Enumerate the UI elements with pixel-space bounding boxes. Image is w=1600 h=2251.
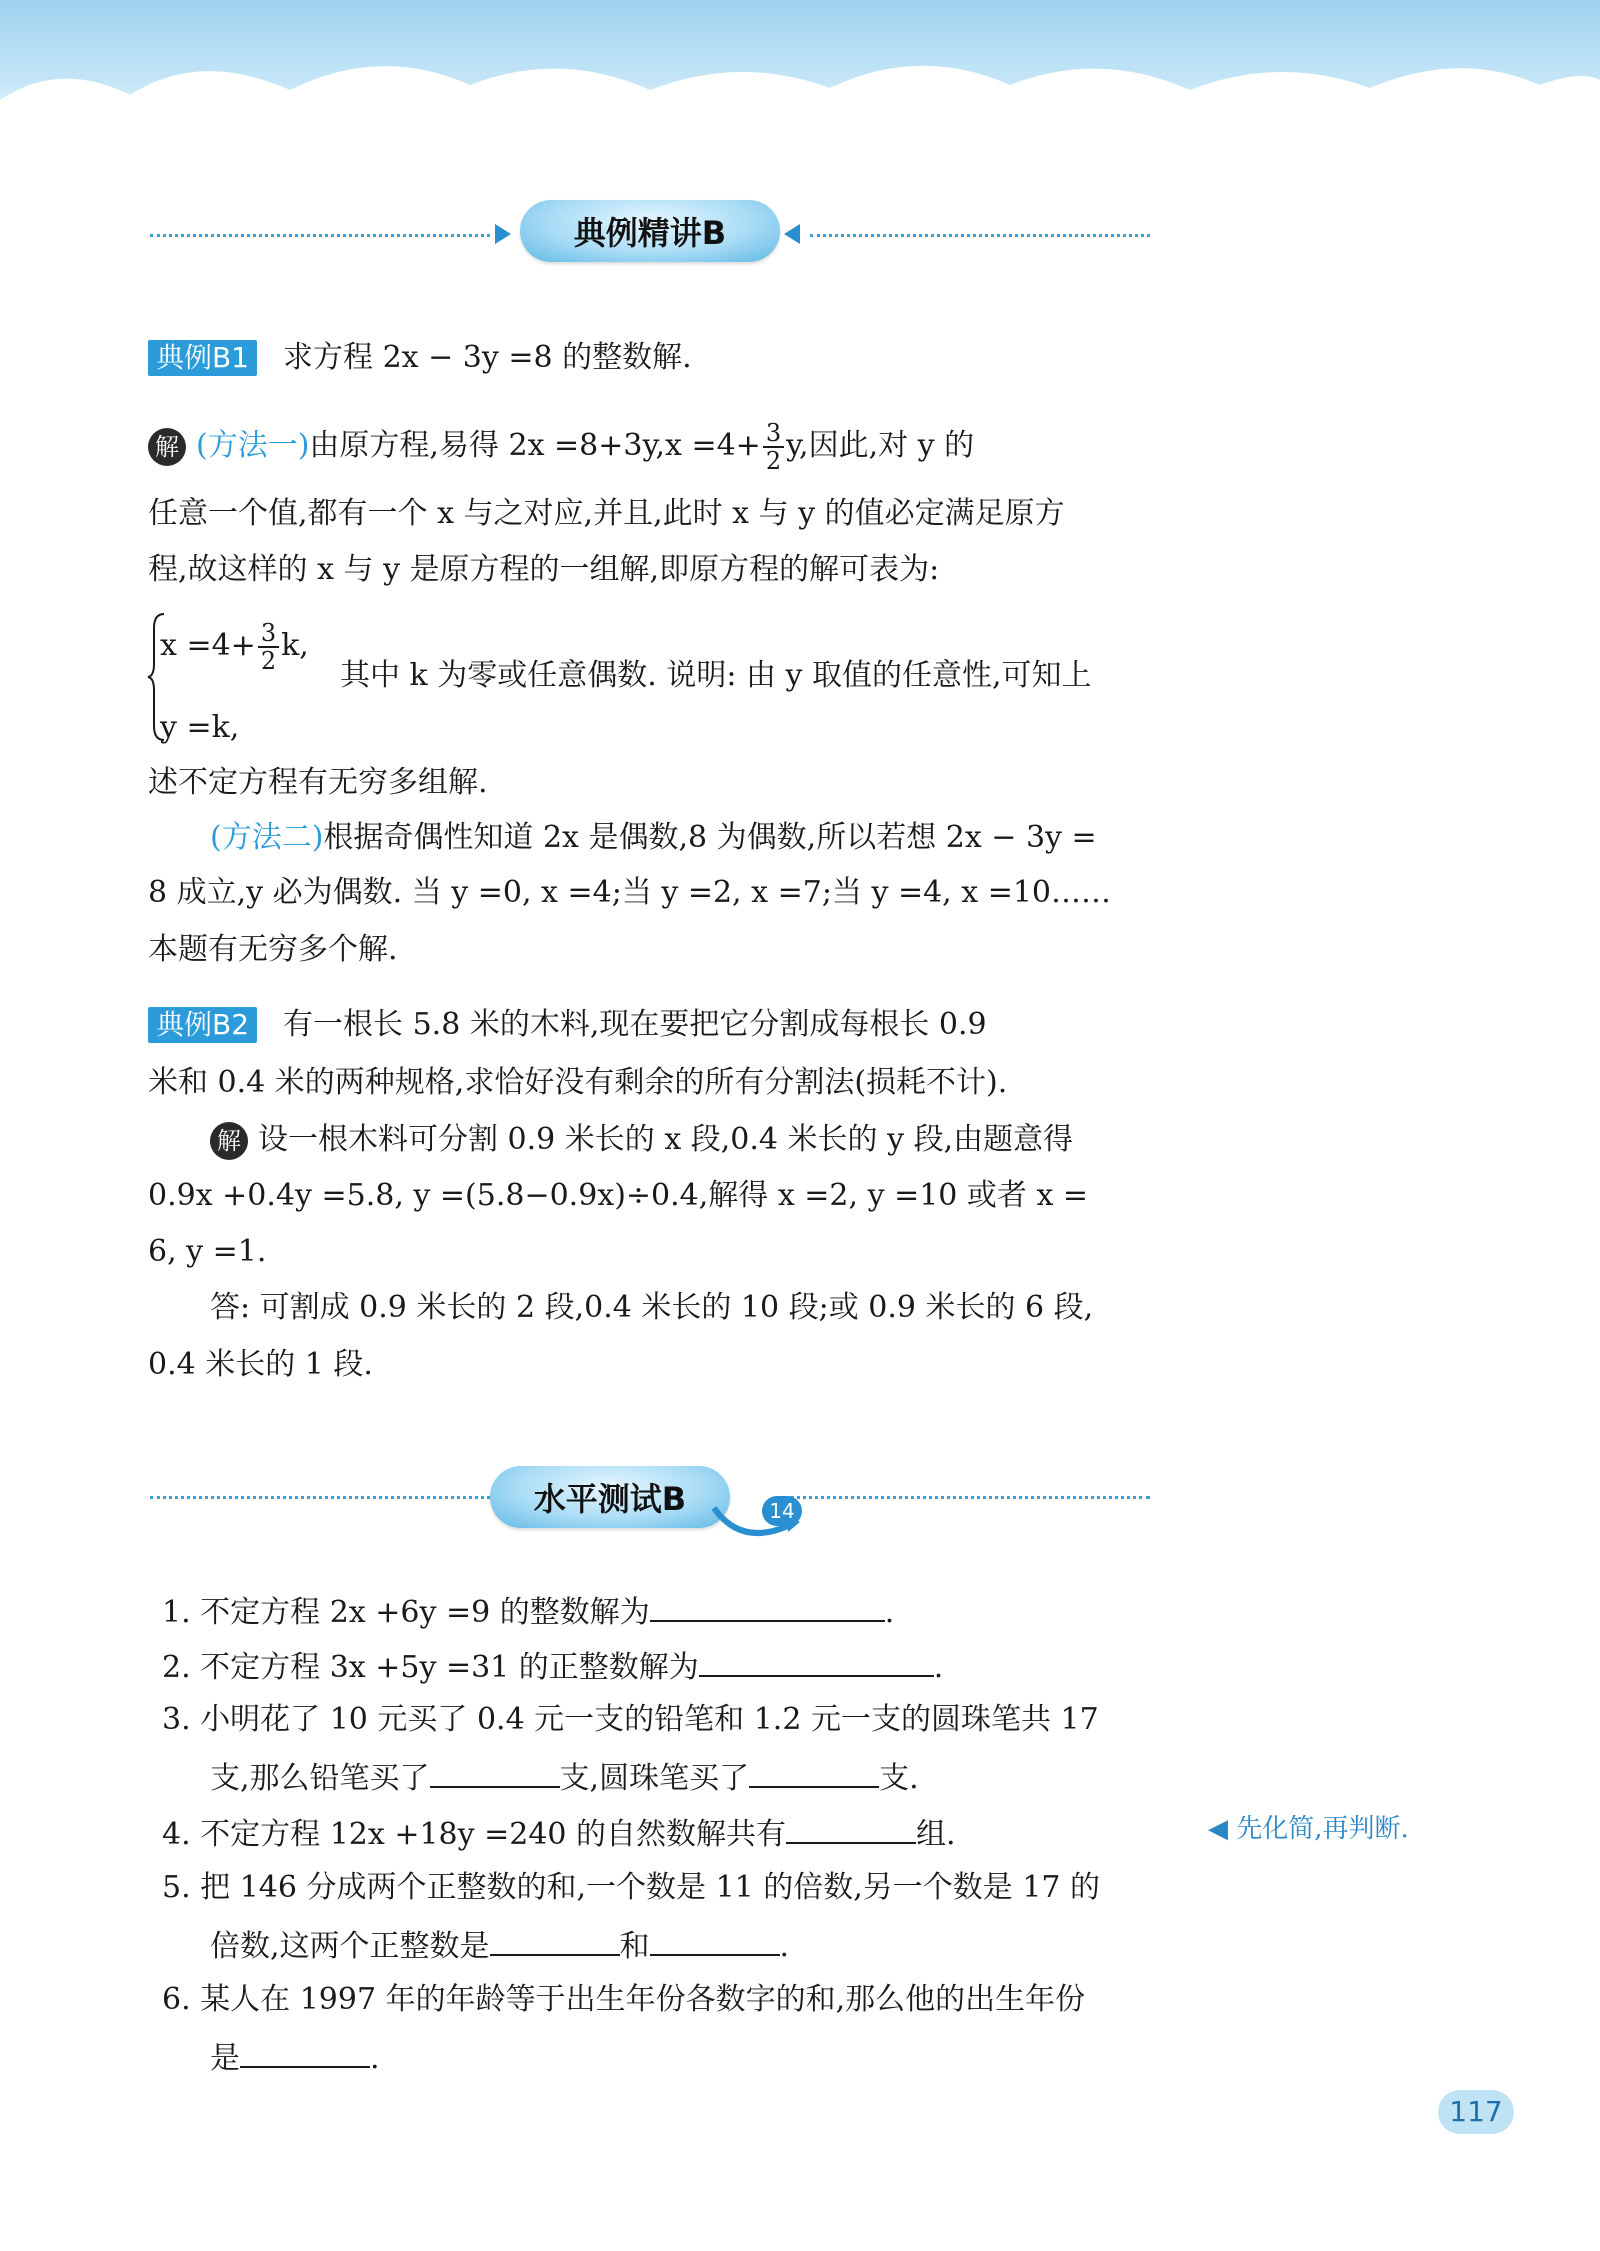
text-line: 0.4 米长的 1 段. bbox=[148, 1347, 373, 1382]
solution-line: 解 (方法一)由原方程,易得 2x =8+3y,x =4+ $\frac{3}{2}$ y,因此,对 y 的 bbox=[148, 420, 974, 474]
method-two-line: (方法二)根据奇偶性知道 2x 是偶数,8 为偶数,所以若想 2x − 3y = bbox=[210, 820, 1097, 855]
test-question-5: 5. 把 146 分成两个正整数的和,一个数是 11 的倍数,另一个数是 17 的 bbox=[162, 1870, 1101, 1905]
answer-blank[interactable] bbox=[240, 2036, 370, 2068]
text-line: 程,故这样的 x 与 y 是原方程的一组解,即原方程的解可表为: bbox=[148, 552, 940, 587]
cloud-decoration bbox=[0, 40, 1600, 160]
test-question-6-continued: 是 . bbox=[210, 2036, 380, 2079]
test-question-3-continued: 支,那么铅笔买了 支,圆珠笔买了 支. bbox=[210, 1756, 919, 1799]
example-b2-question: 典例B2 有一根长 5.8 米的木料,现在要把它分割成每根长 0.9 bbox=[148, 1005, 987, 1045]
example-tag: 典例B2 bbox=[148, 1007, 257, 1043]
solution-icon: 解 bbox=[148, 428, 186, 466]
text-line: 8 成立,y 必为偶数. 当 y =0, x =4;当 y =2, x =7;当 y =4, x =10…… bbox=[148, 875, 1112, 910]
answer-blank[interactable] bbox=[786, 1812, 916, 1844]
answer-blank[interactable] bbox=[650, 1924, 780, 1956]
system-equation-2: y =k, bbox=[160, 710, 240, 745]
test-question-5-continued: 倍数,这两个正整数是 和 . bbox=[210, 1924, 789, 1967]
side-hint: ◀ 先化简,再判断. bbox=[1208, 1814, 1409, 1844]
section-header-test bbox=[150, 1460, 1150, 1530]
fraction: $\frac{3}{2}$ bbox=[763, 420, 784, 474]
answer-blank[interactable] bbox=[650, 1590, 885, 1622]
section-title: 水平测试B bbox=[490, 1466, 730, 1528]
test-question-1: 1. 不定方程 2x +6y =9 的整数解为 . bbox=[162, 1590, 894, 1633]
answer-blank[interactable] bbox=[430, 1756, 560, 1788]
test-question-6: 6. 某人在 1997 年的年龄等于出生年份各数字的和,那么他的出生年份 bbox=[162, 1982, 1086, 2017]
page-number: 117 bbox=[1438, 2090, 1514, 2134]
text-line: 米和 0.4 米的两种规格,求恰好没有剩余的所有分割法(损耗不计). bbox=[148, 1065, 1008, 1100]
text-line: 0.9x +0.4y =5.8, y =(5.8−0.9x)÷0.4,解得 x =2, y =10 或者 x = bbox=[148, 1178, 1089, 1213]
test-question-2: 2. 不定方程 3x +5y =31 的正整数解为 . bbox=[162, 1645, 943, 1688]
answer-line: 答: 可割成 0.9 米长的 2 段,0.4 米长的 10 段;或 0.9 米长的 6 段, bbox=[210, 1290, 1094, 1325]
question-count-badge: 14 bbox=[762, 1496, 802, 1526]
text-line: 6, y =1. bbox=[148, 1234, 267, 1269]
solution-icon: 解 bbox=[210, 1122, 248, 1160]
system-comment: 其中 k 为零或任意偶数. 说明: 由 y 取值的任意性,可知上 bbox=[340, 658, 1092, 693]
solution-line: 解 设一根木料可分割 0.9 米长的 x 段,0.4 米长的 y 段,由题意得 bbox=[210, 1120, 1073, 1160]
section-title: 典例精讲B bbox=[520, 200, 780, 262]
example-b1-question: 典例B1 求方程 2x − 3y =8 的整数解. bbox=[148, 338, 692, 378]
test-question-4: 4. 不定方程 12x +18y =240 的自然数解共有 组. bbox=[162, 1812, 956, 1855]
fraction: $\frac{3}{2}$ bbox=[258, 620, 279, 674]
answer-blank[interactable] bbox=[699, 1645, 934, 1677]
answer-blank[interactable] bbox=[490, 1924, 620, 1956]
test-question-3: 3. 小明花了 10 元买了 0.4 元一支的铅笔和 1.2 元一支的圆珠笔共 17 bbox=[162, 1702, 1099, 1737]
text-line: 任意一个值,都有一个 x 与之对应,并且,此时 x 与 y 的值必定满足原方 bbox=[148, 496, 1065, 531]
text-line: 述不定方程有无穷多组解. bbox=[148, 765, 488, 800]
answer-blank[interactable] bbox=[749, 1756, 879, 1788]
section-header-examples bbox=[150, 200, 1150, 270]
example-tag: 典例B1 bbox=[148, 340, 257, 376]
text-line: 本题有无穷多个解. bbox=[148, 932, 398, 967]
system-equation-1: x =4+ $\frac{3}{2}$ k, bbox=[160, 619, 309, 675]
